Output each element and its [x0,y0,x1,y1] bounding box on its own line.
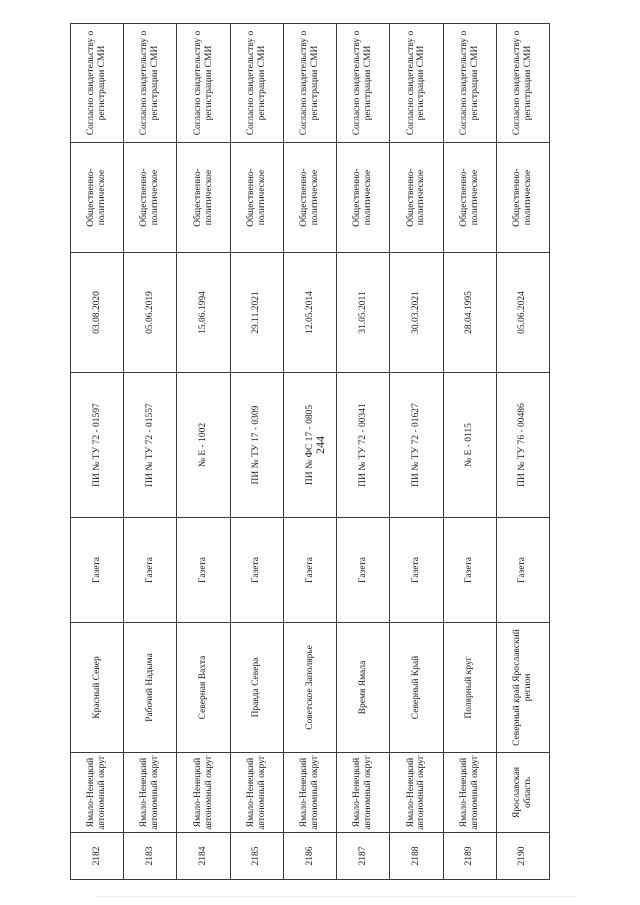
media-title-cell: Северный край Ярославский регион [496,623,549,753]
media-type-cell: Газета [283,518,336,623]
specialization-cell: Общественно-политическое [496,143,549,253]
media-title-cell: Северный Край [390,623,443,753]
registration-date-cell: 15.06.1994 [177,253,230,373]
table-row [496,24,549,880]
specialization-cell: Общественно-политическое [124,143,177,253]
row-number-cell: 2187 [337,833,390,880]
basis-cell: Согласно свидетельству о регистрации СМИ [71,24,124,143]
basis-cell: Согласно свидетельству о регистрации СМИ [124,24,177,143]
basis-cell: Согласно свидетельству о регистрации СМИ [390,24,443,143]
registration-date-cell: 28.04.1995 [443,253,496,373]
registration-number-cell: ПИ № ТУ 76 - 00486 [496,373,549,518]
rotated-table-frame [70,24,550,880]
region-cell: Ямало-Ненецкий автономный округ [71,753,124,833]
media-type-cell: Газета [230,518,283,623]
media-title-cell: Красный Север [71,623,124,753]
region-cell: Ямало-Ненецкий автономный округ [177,753,230,833]
region-cell: Ямало-Ненецкий автономный округ [390,753,443,833]
media-type-cell: Газета [443,518,496,623]
registration-number-cell: ПИ № ТУ 17 - 0309 [230,373,283,518]
registration-date-cell: 05.06.2019 [124,253,177,373]
row-number-cell: 2190 [496,833,549,880]
media-type-cell: Газета [496,518,549,623]
media-title-cell: Северная Вахта [177,623,230,753]
registration-number-cell: ПИ № ТУ 72 - 00341 [337,373,390,518]
region-cell: Ямало-Ненецкий автономный округ [283,753,336,833]
media-type-cell: Газета [337,518,390,623]
region-cell: Ямало-Ненецкий автономный округ [443,753,496,833]
media-title-cell: Рабочий Надыма [124,623,177,753]
media-title-cell: Время Ямала [337,623,390,753]
media-title-cell: Полярный круг [443,623,496,753]
specialization-cell: Общественно-политическое [71,143,124,253]
registration-number-cell: № Е - 0115 [443,373,496,518]
row-number-cell: 2182 [71,833,124,880]
table-row [177,24,230,880]
registration-date-cell: 31.05.2011 [337,253,390,373]
row-number-cell: 2188 [390,833,443,880]
registration-date-cell: 29.11.2021 [230,253,283,373]
table-row [230,24,283,880]
table-row [124,24,177,880]
table-row [283,24,336,880]
table-row [390,24,443,880]
media-type-cell: Газета [390,518,443,623]
table-row [337,24,390,880]
row-number-cell: 2184 [177,833,230,880]
registration-date-cell: 12.05.2014 [283,253,336,373]
basis-cell: Согласно свидетельству о регистрации СМИ [443,24,496,143]
registration-number-cell: ПИ № ТУ 72 - 01557 [124,373,177,518]
region-cell: Ямало-Ненецкий автономный округ [230,753,283,833]
registration-number-cell: ПИ № ФС 17 - 0805 [283,373,336,518]
registration-date-cell: 03.08.2020 [71,253,124,373]
scan-edge-line [96,896,576,897]
specialization-cell: Общественно-политическое [283,143,336,253]
basis-cell: Согласно свидетельству о регистрации СМИ [230,24,283,143]
page-number: 244 [313,436,327,454]
specialization-cell: Общественно-политическое [390,143,443,253]
region-cell: Ярославская область [496,753,549,833]
registration-date-cell: 05.06.2024 [496,253,549,373]
row-number-cell: 2189 [443,833,496,880]
specialization-cell: Общественно-политическое [230,143,283,253]
row-number-cell: 2186 [283,833,336,880]
basis-cell: Согласно свидетельству о регистрации СМИ [337,24,390,143]
region-cell: Ямало-Ненецкий автономный округ [337,753,390,833]
registration-number-cell: ПИ № ТУ 72 - 01597 [71,373,124,518]
media-type-cell: Газета [71,518,124,623]
registry-table-wrap [70,24,550,880]
table-row [71,24,124,880]
specialization-cell: Общественно-политическое [443,143,496,253]
media-type-cell: Газета [124,518,177,623]
specialization-cell: Общественно-политическое [337,143,390,253]
media-registry-table [70,23,550,880]
specialization-cell: Общественно-политическое [177,143,230,253]
registration-number-cell: № Е - 1002 [177,373,230,518]
basis-cell: Согласно свидетельству о регистрации СМИ [283,24,336,143]
registration-number-cell: ПИ № ТУ 72 - 01627 [390,373,443,518]
row-number-cell: 2183 [124,833,177,880]
media-title-cell: Правда Севера [230,623,283,753]
region-cell: Ямало-Ненецкий автономный округ [124,753,177,833]
basis-cell: Согласно свидетельству о регистрации СМИ [496,24,549,143]
basis-cell: Согласно свидетельству о регистрации СМИ [177,24,230,143]
media-title-cell: Советское Заполярье [283,623,336,753]
media-type-cell: Газета [177,518,230,623]
registration-date-cell: 30.03.2021 [390,253,443,373]
table-row [443,24,496,880]
row-number-cell: 2185 [230,833,283,880]
